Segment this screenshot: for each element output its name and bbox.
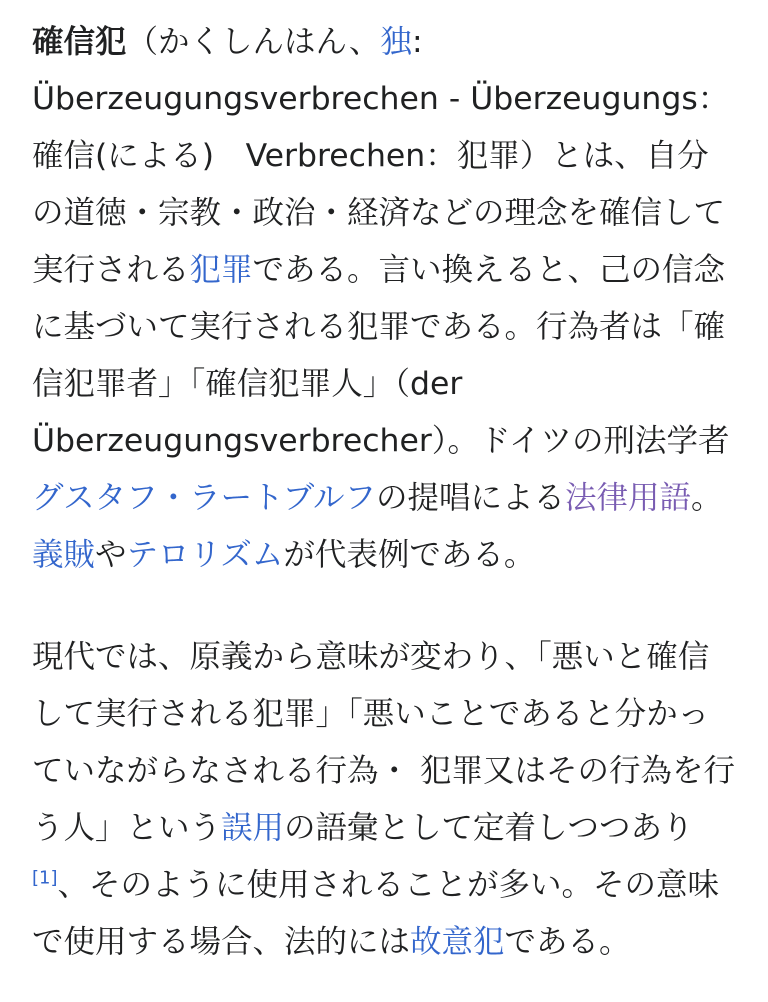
reference-citation (32, 868, 58, 889)
example-text: が代表例である。 (283, 537, 536, 573)
etymology-text: : Überzeugungsverbrechen - Überzeugungs：確信(による) Verbrechen：犯罪）とは、自分の道徳・宗教・政治・経済などの理念を確信して実行される (32, 24, 730, 288)
link-german[interactable]: 独 (380, 24, 412, 60)
link-gizoku[interactable]: 義賊 (32, 537, 96, 573)
link-legal-term[interactable]: 法律用語 (565, 480, 692, 516)
link-crime[interactable]: 犯罪 (189, 252, 253, 288)
link-misuse[interactable]: 誤用 (221, 810, 285, 846)
reference-link[interactable]: [1] (32, 867, 58, 889)
link-intentional-crime[interactable]: 故意犯 (410, 924, 505, 960)
connector-text: や (95, 537, 127, 573)
paragraph-modern-usage (32, 629, 736, 971)
vocabulary-text: の語彙として定着しつつあり (284, 810, 694, 846)
paragraph-definition (32, 14, 736, 584)
proposal-text: の提唱による (375, 480, 565, 516)
article-term: 確信犯 (32, 24, 127, 60)
punctuation-text: 。 (691, 480, 723, 516)
link-gustav-radbruch[interactable]: グスタフ・ラートブルフ (32, 480, 376, 516)
closing-text: である。 (504, 924, 631, 960)
definition-text: である。言い換えると、己の信念に基づいて実行される犯罪である。行為者は「確信犯罪者」「確信犯罪人」（der Überzeugungsverbrecher）。ドイツの刑法学者 (32, 252, 730, 459)
article-body (32, 14, 736, 971)
link-terrorism[interactable]: テロリズム (126, 537, 284, 573)
reading-text: （かくしんはん、 (126, 24, 381, 60)
modern-usage-text: 現代では、原義から意味が変わり、「悪いと確信して実行される犯罪」「悪いことであると分かっていながらなされる行為・ 犯罪又はその行為を行う人」という (32, 639, 736, 846)
usage-text: 、そのように使用されることが多い。その意味で使用する場合、法的には (32, 867, 720, 960)
